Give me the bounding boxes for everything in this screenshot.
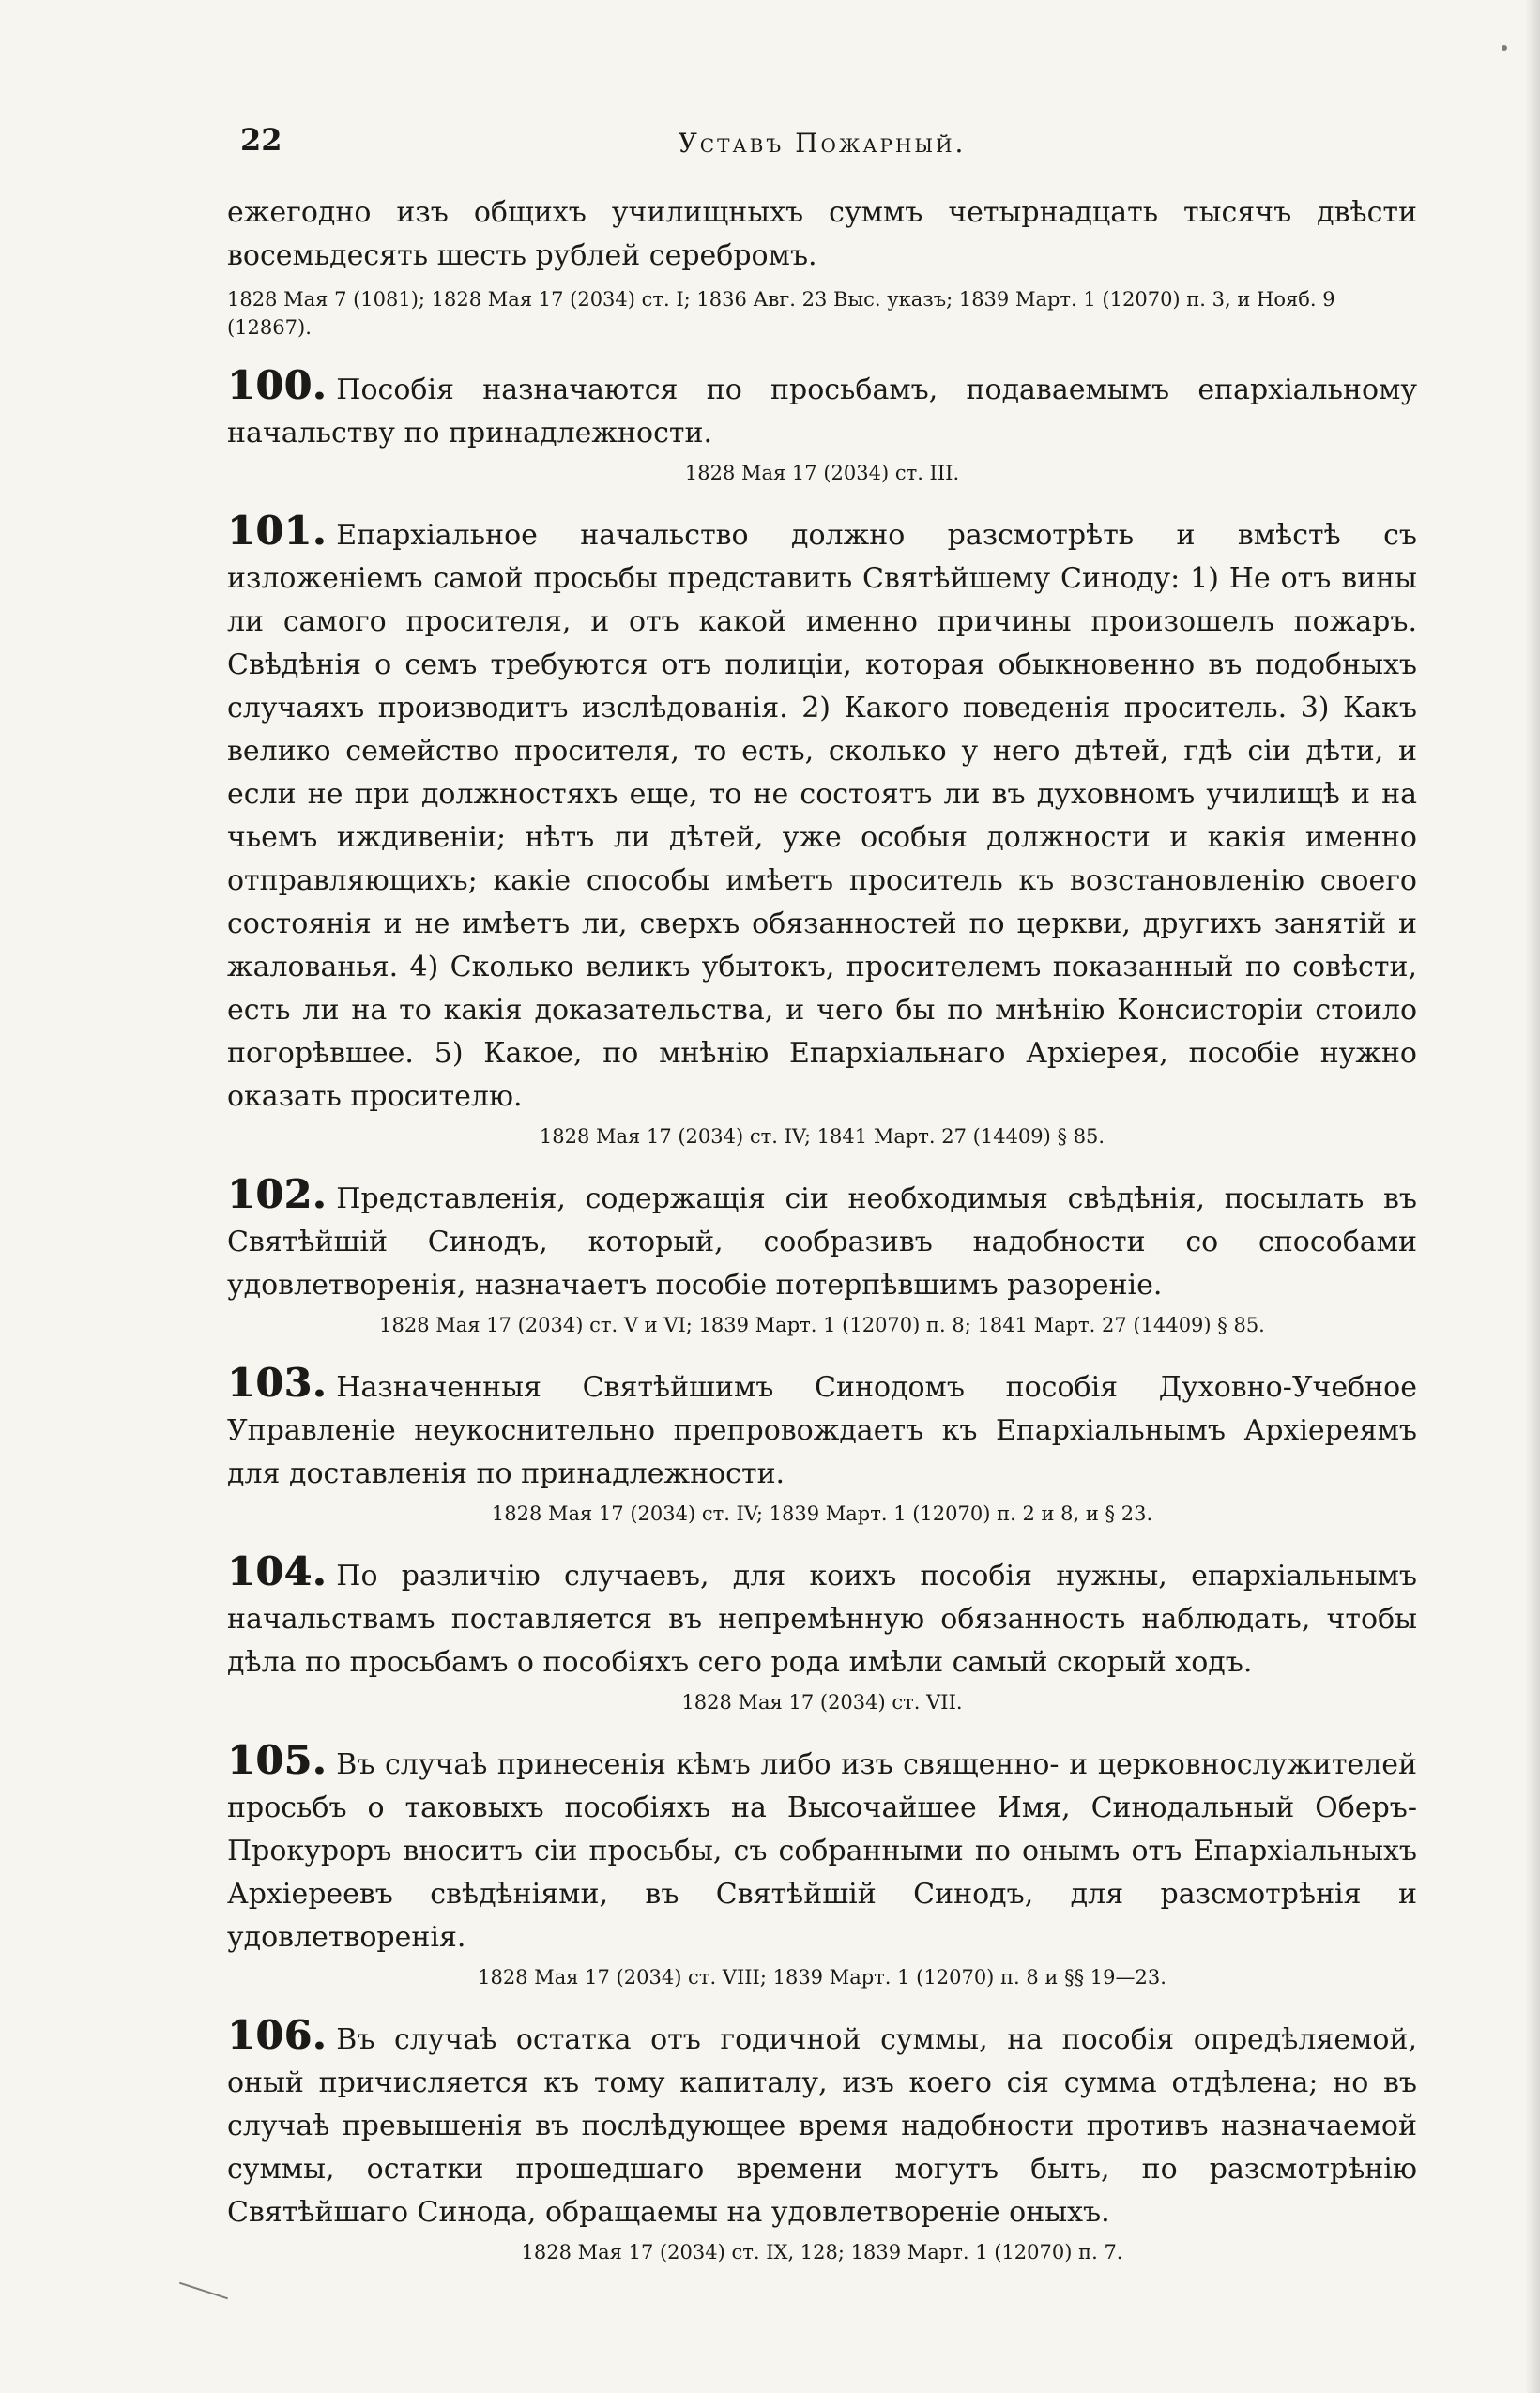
page-number: 22 <box>240 122 282 158</box>
article-text <box>227 364 1417 455</box>
article-number: 102. <box>227 1171 328 1217</box>
article-source: 1828 Мая 17 (2034) ст. III. <box>684 462 960 484</box>
continuation-text: ежегодно изъ общихъ училищныхъ суммъ четырнадцать тысячъ двѣсти восемьдесять шесть рублей серебромъ. <box>227 196 1417 272</box>
article-text <box>227 1362 1417 1496</box>
article-source: 1828 Мая 17 (2034) ст. VIII; 1839 Март. 1 (12070) п. 8 и §§ 19—23. <box>478 1966 1166 1989</box>
article-106 <box>227 2014 1417 2266</box>
article-body: Въ случаѣ принесенія кѣмъ либо изъ священно- и церковнослужителей просьбъ о таковыхъ пособіяхъ на Высочайшее Имя, Синодальный Оберъ-Прокуроръ вноситъ сіи просьбы, съ собранными по онымъ отъ Епархіальныхъ Архіереевъ свѣдѣніями, въ Святѣйшій Синодъ, для разсмотрѣнія и удовлетворенія. <box>227 1748 1417 1954</box>
running-title: Уставъ Пожарный. <box>678 128 967 159</box>
article-body: Пособія назначаются по просьбамъ, подаваемымъ епархіальному начальству по принадлежности. <box>227 373 1417 450</box>
running-head <box>227 122 1417 173</box>
page-edge-shadow <box>1525 0 1540 2393</box>
article-source: 1828 Мая 17 (2034) ст. VII. <box>681 1691 963 1714</box>
article-number: 103. <box>227 1360 328 1406</box>
article-body: Епархіальное начальство должно разсмотрѣть и вмѣстѣ съ изложеніемъ самой просьбы представить Святѣйшему Синоду: 1) Не отъ вины ли самого просителя, и отъ какой именно причины произошелъ пожаръ. Свѣдѣнія о семъ требуются отъ полиціи, которая обыкновенно въ подобныхъ случаяхъ производитъ изслѣдованія. 2) Какого поведенія проситель. 3) Какъ велико семейство просителя, то есть, сколько у него дѣтей, гдѣ сіи дѣти, и если не при должностяхъ еще, то не состоятъ ли въ духовномъ училищѣ и на чьемъ иждивеніи; нѣтъ ли дѣтей, уже особыя должности и какія именно отправляющихъ; какіе способы имѣетъ проситель къ возстановленію своего состоянія и не имѣетъ ли, сверхъ обязанностей по церкви, другихъ занятій и жалованья. 4) Сколько великъ убытокъ, просителемъ показанный по совѣсти, есть ли на то какія доказательства, и чего бы по мнѣнію Консисторіи стоило погорѣвшее. 5) Какое, по мнѣнію Епархіальнаго Архіерея, пособіе нужно оказать просителю. <box>227 519 1417 1113</box>
article-text <box>227 1550 1417 1684</box>
article-number: 106. <box>227 2012 328 2058</box>
article-source: 1828 Мая 17 (2034) ст. V и VI; 1839 Март. 1 (12070) п. 8; 1841 Март. 27 (14409) § 85. <box>379 1314 1265 1336</box>
article-102 <box>227 1173 1417 1339</box>
article-body: Назначенныя Святѣйшимъ Синодомъ пособія Духовно-Учебное Управленіе неукоснительно препровождаетъ къ Епархіальнымъ Архіереямъ для доставленія по принадлежности. <box>227 1371 1417 1490</box>
page-content <box>227 122 1417 2289</box>
article-text <box>227 1739 1417 1959</box>
article-text <box>227 2014 1417 2234</box>
continuation-source: 1828 Мая 7 (1081); 1828 Мая 17 (2034) ст. I; 1836 Авг. 23 Выс. указъ; 1839 Март. 1 (12070) п. 3, и Нояб. 9 (12867). <box>227 288 1335 339</box>
article-body: Въ случаѣ остатка отъ годичной суммы, на пособія опредѣляемой, оный причисляется къ тому капиталу, изъ коего сія сумма отдѣлена; но въ случаѣ превышенія въ послѣдующее время надобности противъ назначаемой суммы, остатки прошедшаго времени могутъ быть, по разсмотрѣнію Святѣйшаго Синода, обращаемы на удовлетвореніе оныхъ. <box>227 2023 1417 2229</box>
article-number: 104. <box>227 1548 328 1594</box>
article-101 <box>227 510 1417 1151</box>
article-number: 105. <box>227 1737 328 1783</box>
article-source: 1828 Мая 17 (2034) ст. IX, 128; 1839 Март. 1 (12070) п. 7. <box>521 2241 1123 2263</box>
article-text <box>227 510 1417 1119</box>
scan-speck <box>1502 45 1507 51</box>
article-100 <box>227 364 1417 487</box>
article-number: 101. <box>227 508 328 554</box>
article-number: 100. <box>227 362 328 408</box>
article-text <box>227 1173 1417 1307</box>
article-source: 1828 Мая 17 (2034) ст. IV; 1839 Март. 1 (12070) п. 2 и 8, и § 23. <box>491 1502 1153 1525</box>
article-body: Представленія, содержащія сіи необходимыя свѣдѣнія, посылать въ Святѣйшій Синодъ, который, сообразивъ надобности со способами удовлетворенія, назначаетъ пособіе потерпѣвшимъ разореніе. <box>227 1182 1417 1302</box>
article-103 <box>227 1362 1417 1528</box>
article-105 <box>227 1739 1417 1991</box>
article-104 <box>227 1550 1417 1716</box>
article-source: 1828 Мая 17 (2034) ст. IV; 1841 Март. 27 (14409) § 85. <box>539 1125 1105 1148</box>
article-body: По различію случаевъ, для коихъ пособія нужны, епархіальнымъ начальствамъ поставляется въ непремѣнную обязанность наблюдать, чтобы дѣла по просьбамъ о пособіяхъ сего рода имѣли самый скорый ходъ. <box>227 1560 1417 1679</box>
scan-scratch <box>179 2282 228 2300</box>
